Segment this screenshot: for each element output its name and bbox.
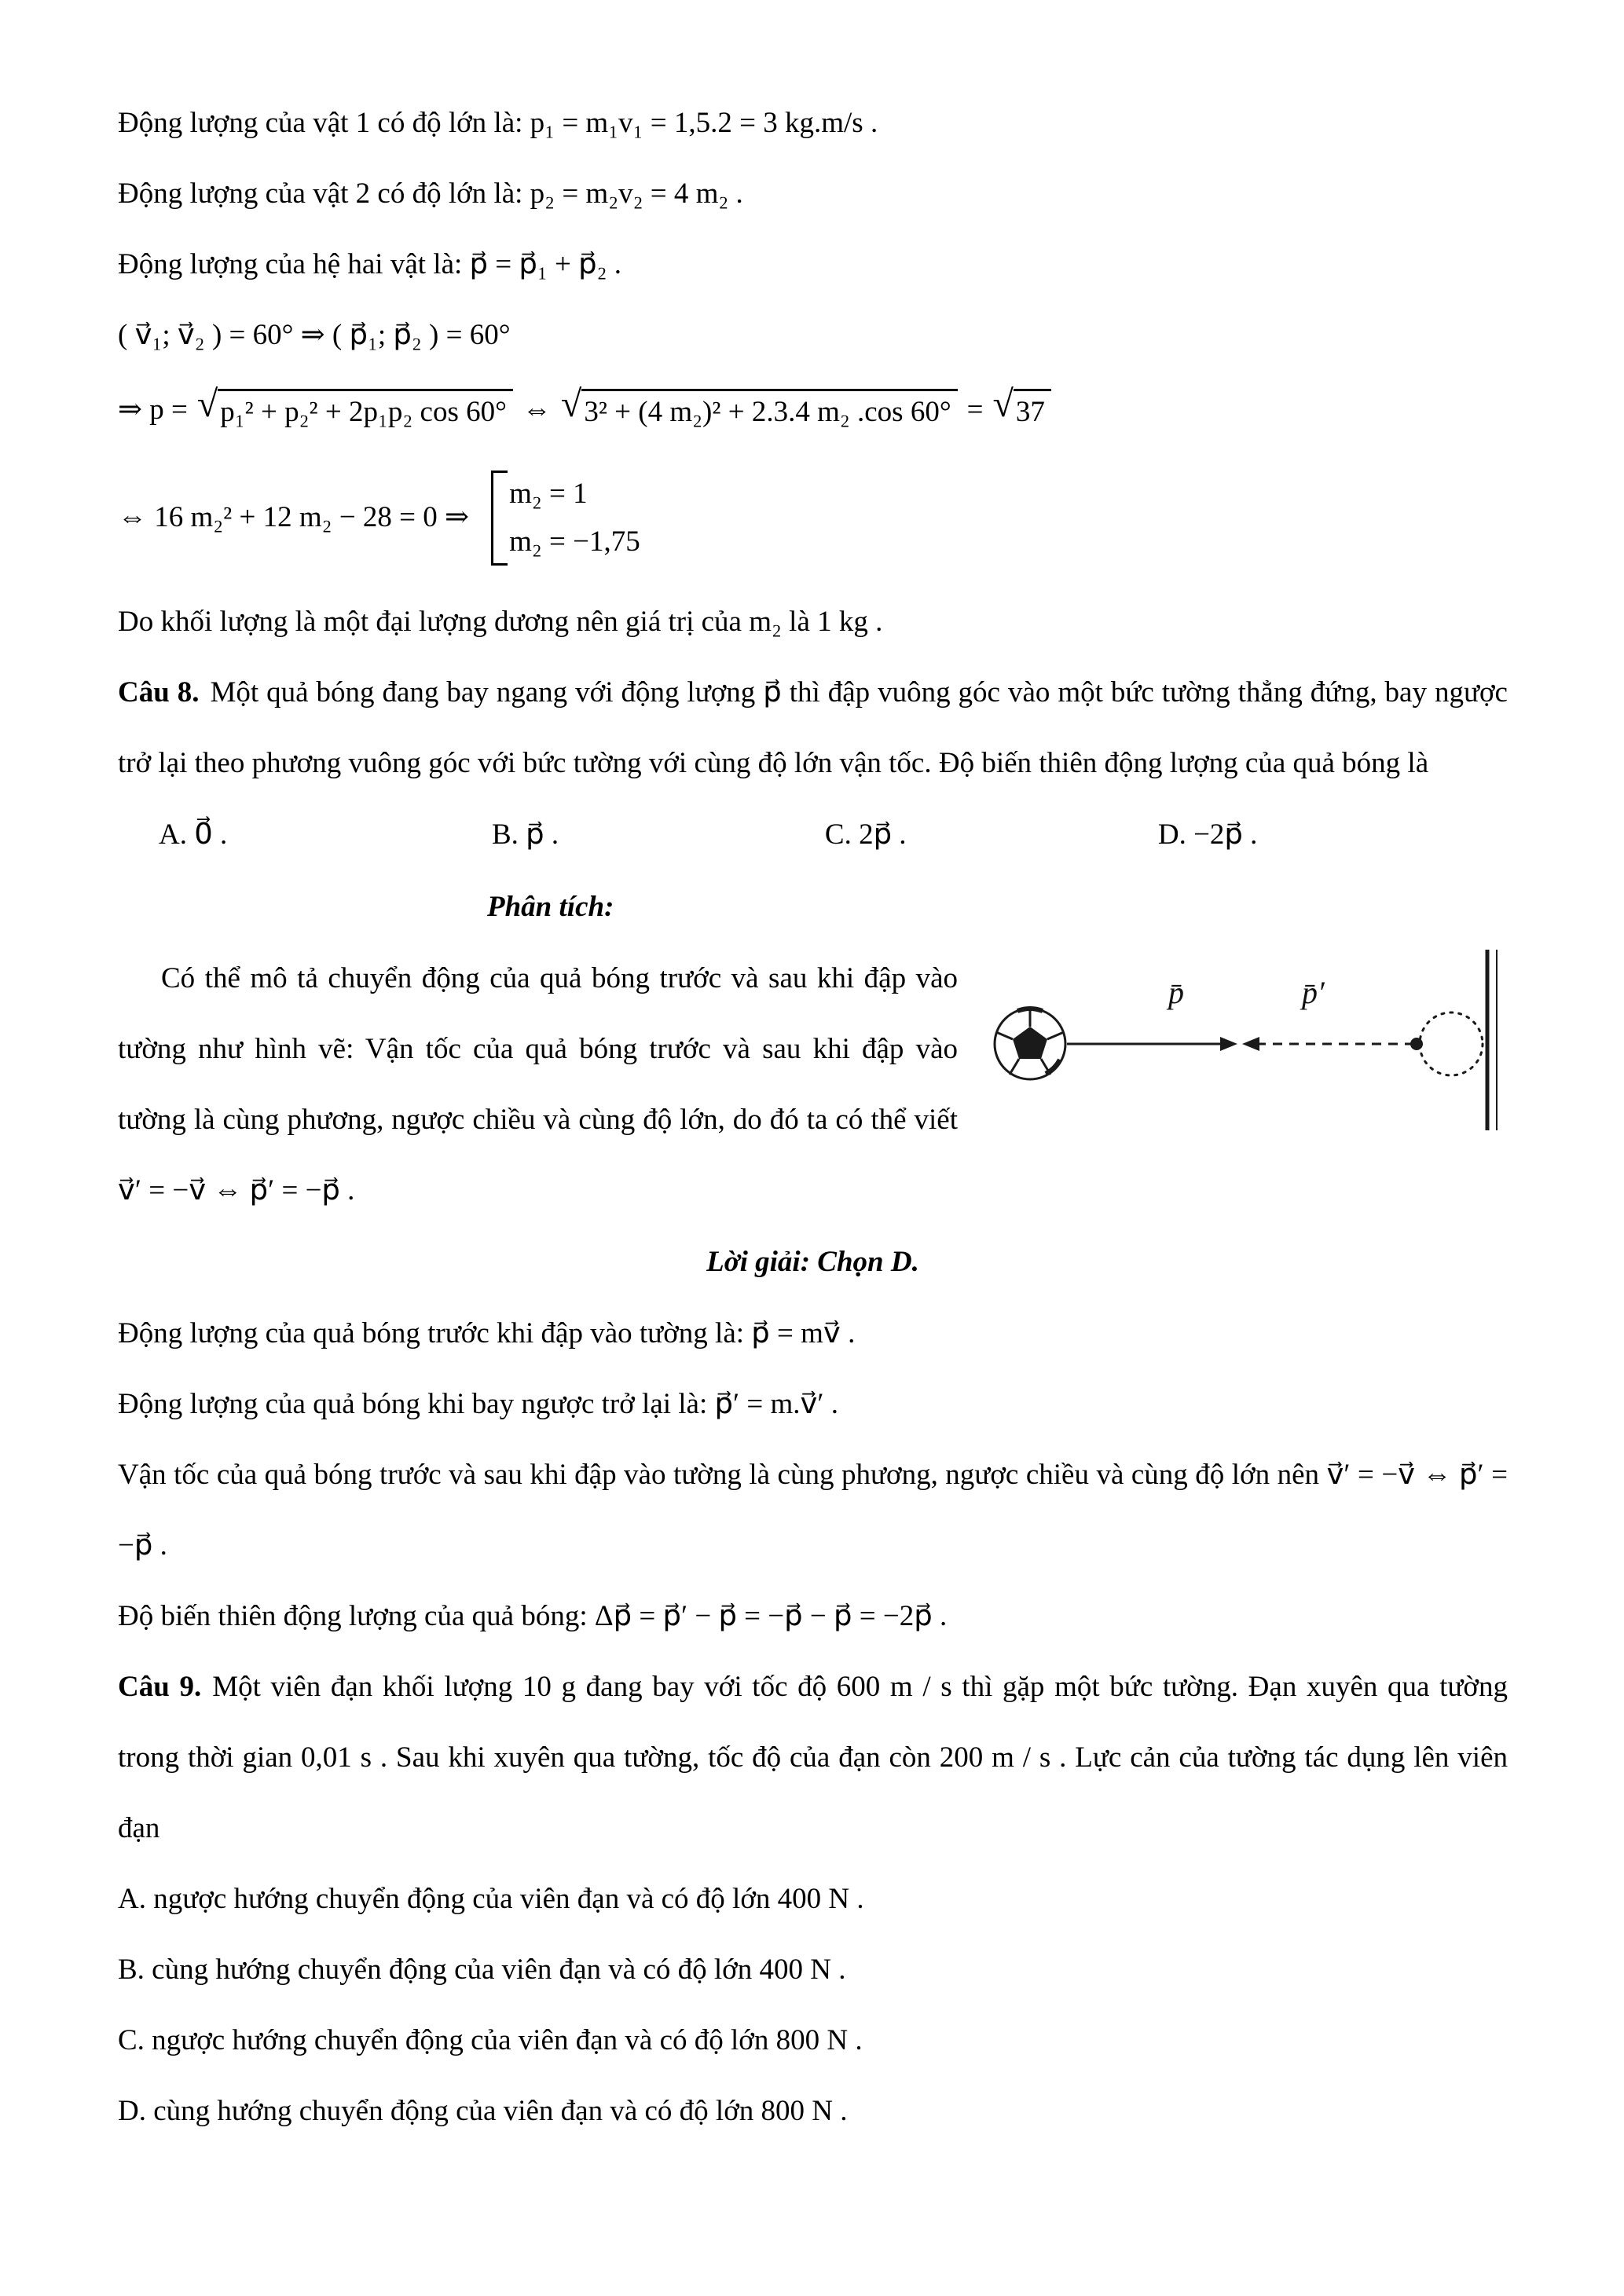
soccer-ball-icon <box>995 1009 1065 1079</box>
radicand-2: 3² + (4 m₂)² + 2.3.4 m₂ .cos 60° <box>581 389 957 430</box>
question-9 <box>118 1652 1508 1864</box>
radical-sign: √ <box>196 383 218 426</box>
radical-group-2 <box>560 383 958 430</box>
question-9-label: Câu 9. <box>118 1671 202 1703</box>
momentum-before-label: p̄ <box>1168 975 1184 1010</box>
wall <box>1487 950 1497 1130</box>
question-8-text: Một quả bóng đang bay ngang với động lượng p⃗ thì đập vuông góc vào một bức tường thẳng đứng, bay ngược trở lại theo phương vuông góc với bức tường với cùng độ lớn vận tốc. Độ biến thiên động lượng của quả bóng là <box>118 676 1508 779</box>
option-c: C. 2p⃗ . <box>824 818 907 851</box>
q9-option-d: D. cùng hướng chuyển động của viên đạn và có độ lớn 800 N . <box>118 2095 848 2127</box>
cases-bracket <box>491 471 640 566</box>
q8-solution-line-3: Vận tốc của quả bóng trước và sau khi đập vào tường là cùng phương, ngược chiều và cùng độ lớn nên v⃗′ = −v⃗ ⇔ p⃗′ = −p⃗ . <box>118 1459 1508 1562</box>
option-d: D. −2p⃗ . <box>1157 818 1258 851</box>
equation-angle: ( v⃗₁; v⃗₂ ) = 60° ⇒ ( p⃗₁; p⃗₂ ) = 60° <box>118 319 511 351</box>
question-9-text: Một viên đạn khối lượng 10 g đang bay với tốc độ 600 m / s thì gặp một bức tường. Đạn xuyên qua tường trong thời gian 0,01 s . Sau khi xuyên qua tường, tốc độ của đạn còn 200 m / s . Lực cản của tường tác dụng lên viên đạn <box>118 1671 1508 1844</box>
equation-cases-lead: ⇔ 16 m₂² + 12 m₂ − 28 = 0 ⇒ <box>118 501 470 534</box>
q9-option-b: B. cùng hướng chuyển động của viên đạn và có độ lớn 400 N . <box>118 1954 846 1986</box>
solution-heading: Lời giải: Chọn D. <box>706 1246 919 1278</box>
radical-group-1 <box>196 383 513 430</box>
q8-solution-line-2: Động lượng của quả bóng khi bay ngược trở lại là: p⃗′ = m.v⃗′ . <box>118 1388 838 1420</box>
solution-line-momentum-2: Động lượng của vật 2 có độ lớn là: p₂ = m₂v₂ = 4 m₂ . <box>118 178 743 210</box>
question-8-options <box>118 799 1508 871</box>
solution-conclusion: Do khối lượng là một đại lượng dương nên giá trị của m₂ là 1 kg . <box>118 606 883 638</box>
analysis-heading: Phân tích: <box>487 891 614 923</box>
analysis-text: Có thể mô tả chuyển động của quả bóng trước và sau khi đập vào tường như hình vẽ: Vận tốc của quả bóng trước và sau khi đập vào tường là cùng phương, ngược chiều và cùng độ lớn, do đó ta có thể viết v⃗′ = −v⃗ ⇔ p⃗′ = −p⃗ . <box>118 962 958 1207</box>
equation-iff: ⇔ <box>522 393 552 426</box>
solution-line-momentum-1: Động lượng của vật 1 có độ lớn là: p₁ = m₁v₁ = 1,5.2 = 3 kg.m/s . <box>118 107 878 139</box>
radical-group-3 <box>992 383 1051 430</box>
radical-sign: √ <box>560 383 582 426</box>
radical-sign: √ <box>992 383 1014 426</box>
radicand-3: 37 <box>1014 389 1051 430</box>
ghost-ball-outline <box>1420 1013 1483 1075</box>
momentum-after-label: p̄′ <box>1302 975 1325 1010</box>
equation-sqrt <box>118 371 1508 449</box>
q9-option-a: A. ngược hướng chuyển động của viên đạn và có độ lớn 400 N . <box>118 1883 864 1915</box>
equation-cases <box>118 449 1508 587</box>
option-a: A. 0⃗ . <box>159 818 228 851</box>
case-1: m₂ = 1 <box>509 478 588 511</box>
q8-solution-line-1: Động lượng của quả bóng trước khi đập vào tường là: p⃗ = mv⃗ . <box>118 1317 856 1349</box>
question-8 <box>118 657 1508 799</box>
option-b: B. p⃗ . <box>491 818 559 851</box>
equation-equals: = <box>966 393 984 426</box>
momentum-after-arrow <box>1242 1037 1416 1051</box>
momentum-before-arrow <box>1067 1037 1237 1051</box>
case-2: m₂ = −1,75 <box>509 525 640 558</box>
solution-line-momentum-system: Động lượng của hệ hai vật là: p⃗ = p⃗₁ + p⃗₂ . <box>118 248 622 280</box>
question-8-analysis <box>118 943 1508 1226</box>
question-8-label: Câu 8. <box>118 676 200 709</box>
equation-sqrt-lead: ⇒ p = <box>118 393 188 426</box>
q9-option-c: C. ngược hướng chuyển động của viên đạn và có độ lớn 800 N . <box>118 2024 863 2056</box>
radicand-1: p₁² + p₂² + 2p₁p₂ cos 60° <box>218 389 513 430</box>
q8-solution-line-4: Độ biến thiên động lượng của quả bóng: Δp⃗ = p⃗′ − p⃗ = −p⃗ − p⃗ = −2p⃗ . <box>118 1600 948 1632</box>
figure-ball-wall-diagram <box>989 947 1508 1133</box>
